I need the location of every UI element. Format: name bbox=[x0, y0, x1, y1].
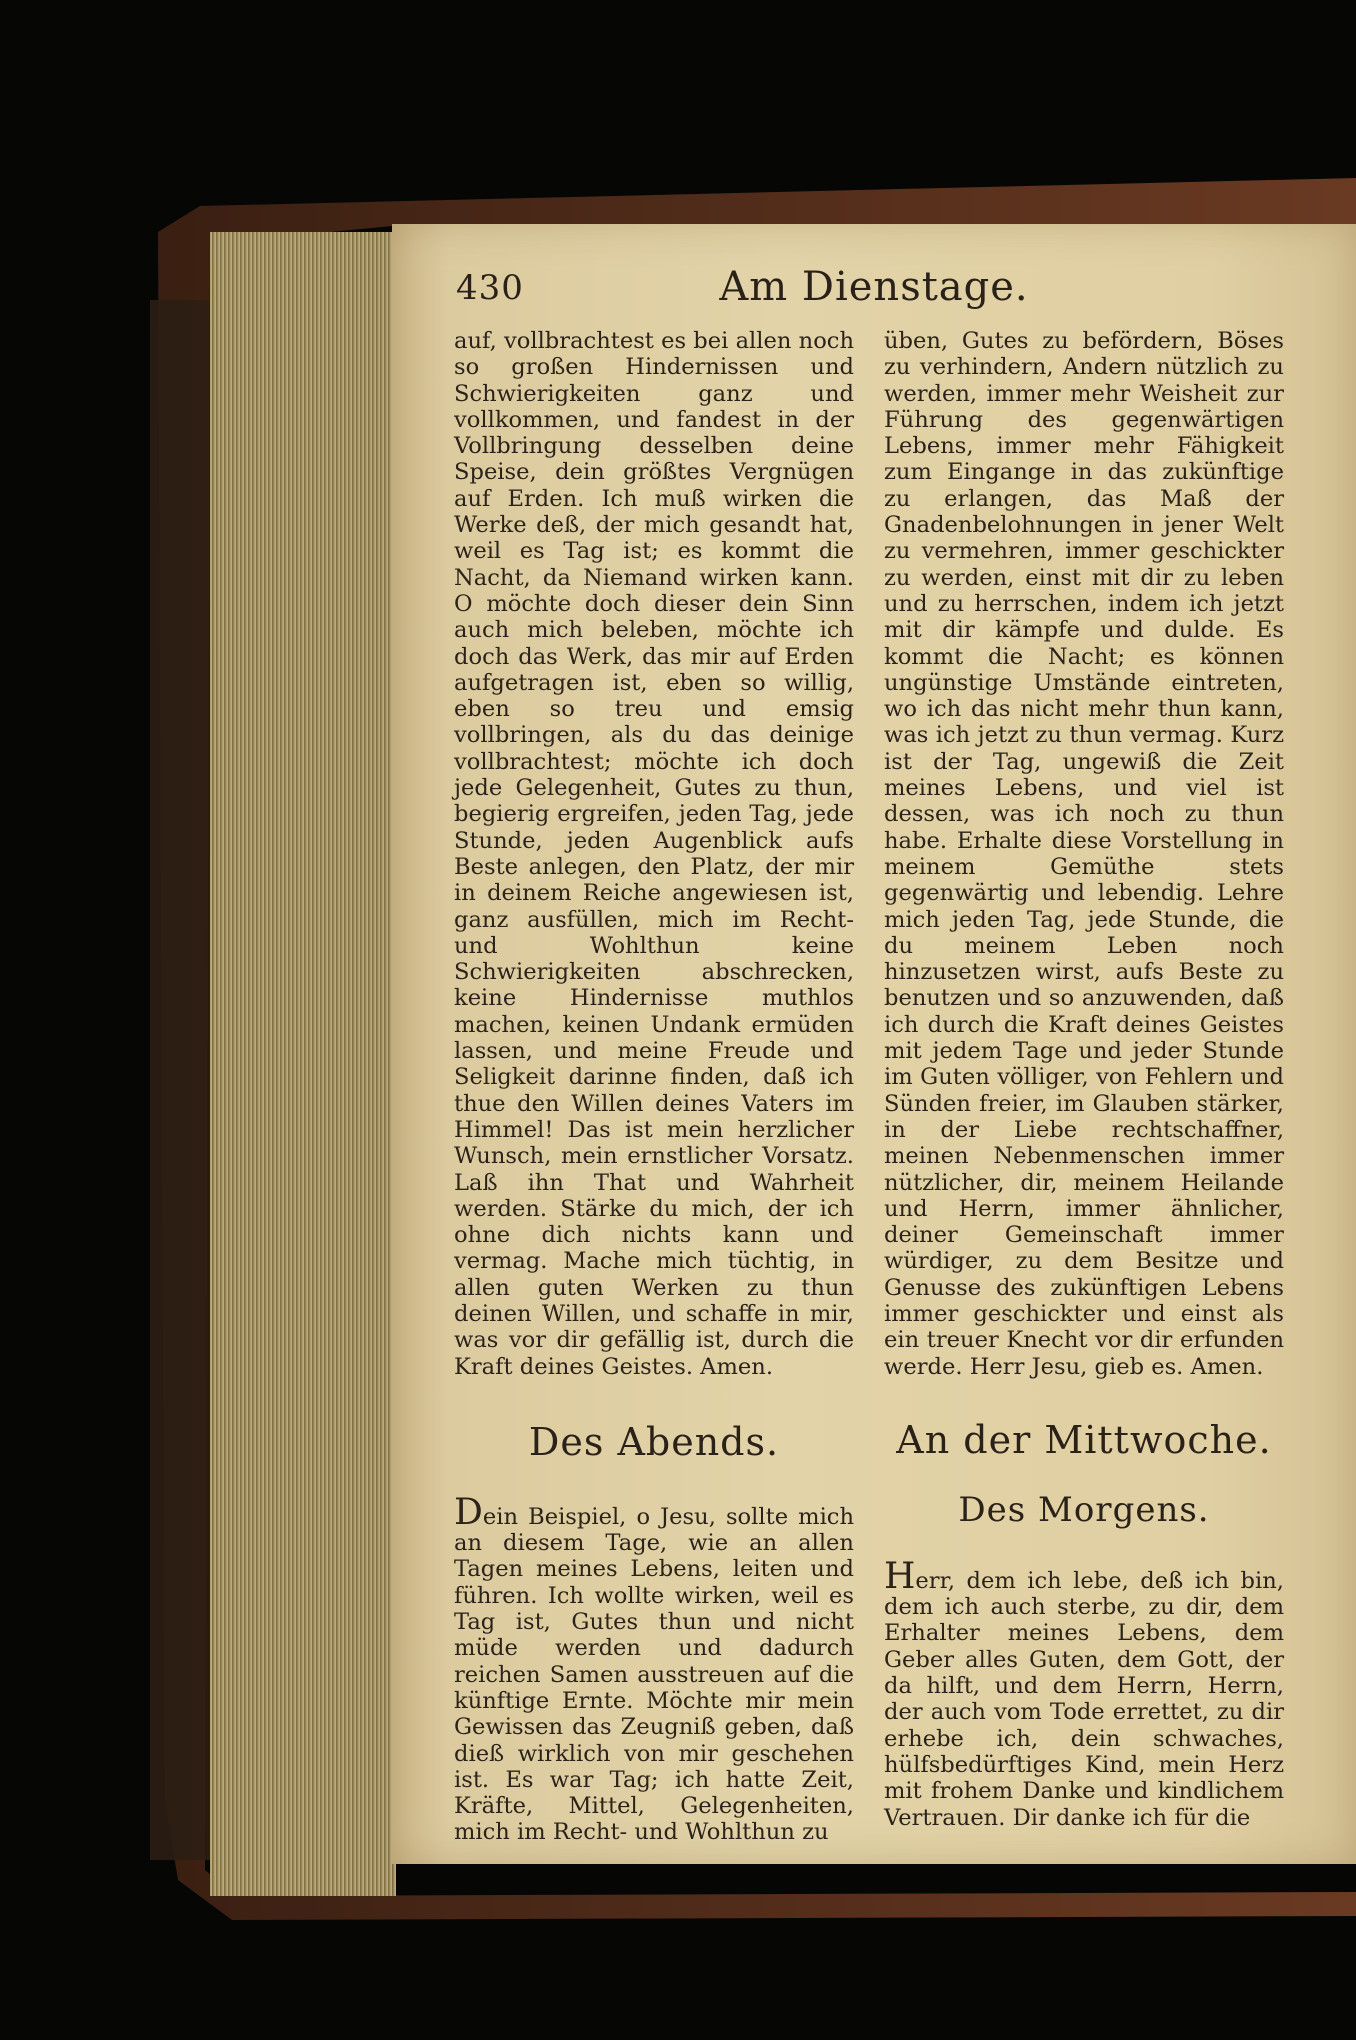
heading-wednesday: An der Mittwoche. bbox=[896, 1417, 1272, 1462]
left-column bbox=[454, 328, 854, 1846]
spine-shadow bbox=[150, 300, 210, 1860]
morning-drop-initial: H bbox=[884, 1555, 916, 1597]
evening-text: ein Beispiel, o Jesu, sollte mich an diesem Tage, wie an allen Tagen meines Lebens, leiten und führen. Ich wollte wirken, weil es Tag ist, Gutes thun und nicht müde werden und dadurch reichen Samen ausstreuen auf die künftige Ernte. Möchte mir mein Gewissen das Zeugniß geben, daß dieß wirklich von mir geschehen ist. Es war Tag; ich hatte Zeit, Kräfte, Mittel, Gelegenheiten, mich im Recht- und Wohlthun zu bbox=[454, 1503, 854, 1846]
page-number: 430 bbox=[456, 268, 524, 308]
heading-morning: Des Morgens. bbox=[958, 1489, 1210, 1530]
morning-paragraph bbox=[884, 1555, 1284, 1831]
book-page bbox=[392, 224, 1356, 1864]
left-continuation-paragraph: auf, vollbrachtest es bei allen noch so großen Hindernissen und Schwierigkeiten ganz und vollkommen, und fandest in der Vollbringung desselben deine Speise, dein größtes Vergnügen auf Erden. Ich muß wirken die Werke deß, der mich gesandt hat, weil es Tag ist; es kommt die Nacht, da Niemand wirken kann. O möchte doch dieser dein Sinn auch mich beleben, möchte ich doch das Werk, das mir auf Erden aufgetragen ist, eben so willig, eben so treu und emsig vollbringen, als du das deinige vollbrachtest; möchte ich doch jede Gelegenheit, Gutes zu thun, begierig ergreifen, jeden Tag, jede Stunde, jeden Augenblick aufs Beste anlegen, den Platz, der mir in deinem Reiche angewiesen ist, ganz ausfüllen, mich im Recht- und Wohlthun keine Schwierigkeiten abschrecken, keine Hindernisse muthlos machen, keinen Undank ermüden lassen, und meine Freude und Seligkeit darinne finden, daß ich thue den Willen deines Vaters im Himmel! Das ist mein herzlicher Wunsch, mein ernstlicher Vorsatz. Laß ihn That und Wahrheit werden. Stärke du mich, der ich ohne dich nichts kann und vermag. Mache mich tüchtig, in allen guten Werken zu thun deinen Willen, und schaffe in mir, was vor dir gefällig ist, durch die Kraft deines Geistes. Amen. bbox=[454, 328, 854, 1380]
right-continuation-paragraph: üben, Gutes zu befördern, Böses zu verhindern, Andern nützlich zu werden, immer mehr Weisheit zur Führung des gegenwärtigen Lebens, immer mehr Fähigkeit zum Eingange in das zukünftige zu erlangen, das Maß der Gnadenbelohnungen in jener Welt zu vermehren, immer geschickter zu werden, einst mit dir zu leben und zu herrschen, indem ich jetzt mit dir kämpfe und dulde. Es kommt die Nacht; es können ungünstige Umstände eintreten, wo ich das nicht mehr thun kann, was ich jetzt zu thun vermag. Kurz ist der Tag, ungewiß die Zeit meines Lebens, und viel ist dessen, was ich noch zu thun habe. Erhalte diese Vorstellung in meinem Gemüthe stets gegenwärtig und lebendig. Lehre mich jeden Tag, jede Stunde, die du meinem Leben noch hinzusetzen wirst, aufs Beste zu benutzen und so anzuwenden, daß ich durch die Kraft deines Geistes mit jedem Tage und jeder Stunde im Guten völliger, von Fehlern und Sünden freier, im Glauben stärker, in der Liebe rechtschaffner, meinen Nebenmenschen immer nützlicher, dir, meinem Heilande und Herrn, immer ähnlicher, deiner Gemeinschaft immer würdiger, zu dem Besitze und Genusse des zukünftigen Lebens immer geschickter und einst als ein treuer Knecht vor dir erfunden werde. Herr Jesu, gieb es. Amen. bbox=[884, 328, 1284, 1380]
right-column bbox=[884, 328, 1284, 1831]
evening-drop-initial: D bbox=[454, 1491, 483, 1533]
evening-paragraph bbox=[454, 1491, 854, 1846]
running-head-title: Am Dienstage. bbox=[719, 264, 1029, 310]
running-head bbox=[392, 260, 1356, 324]
morning-text: err, dem ich lebe, deß ich bin, dem ich auch sterbe, zu dir, dem Erhalter meines Lebens, dem Geber alles Guten, dem Gott, der da hilft, und dem Herrn, Herrn, der auch vom Tode errettet, zu dir erhebe ich, dein schwaches, hülfsbedürftiges Kind, mein Herz mit frohem Danke und kindlichem Vertrauen. Dir danke ich für die bbox=[884, 1567, 1284, 1831]
heading-evening: Des Abends. bbox=[528, 1419, 780, 1464]
